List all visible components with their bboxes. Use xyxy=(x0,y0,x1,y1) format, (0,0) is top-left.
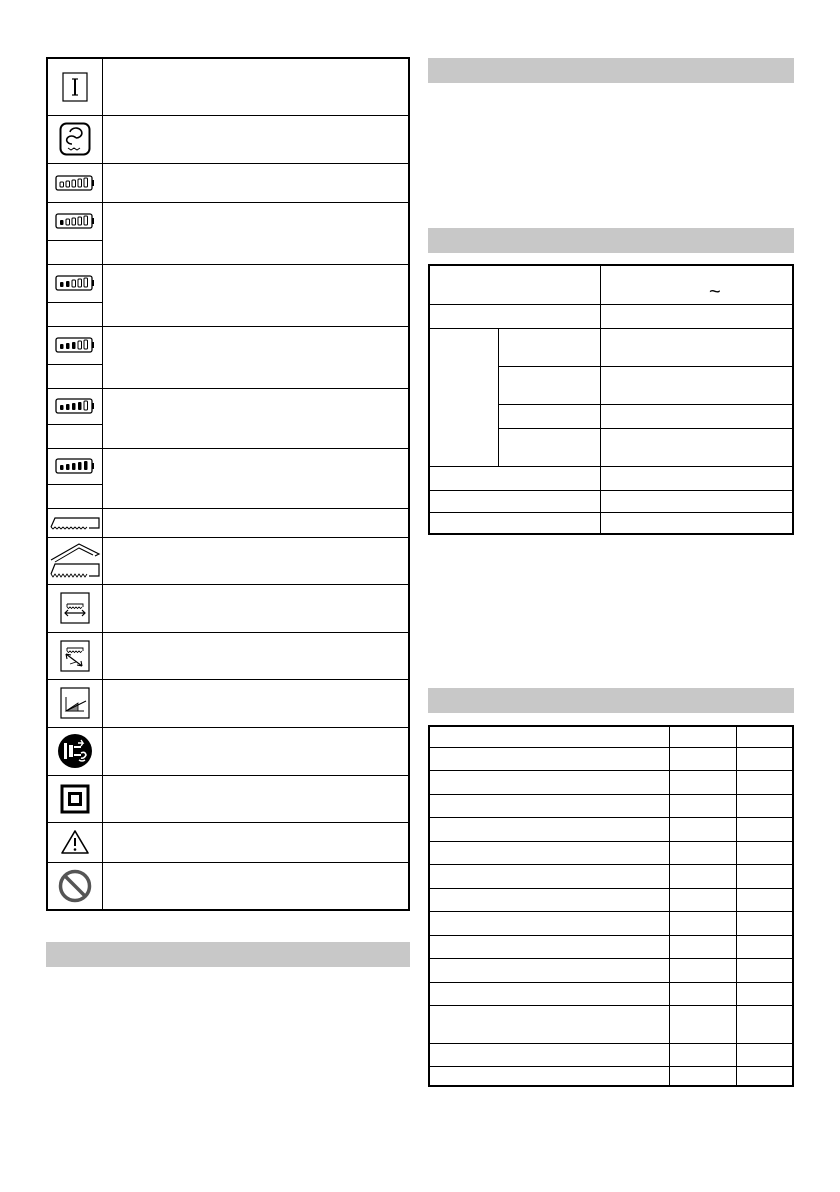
column-divider xyxy=(498,328,499,466)
row-divider xyxy=(430,817,792,818)
sub-row-divider xyxy=(48,364,102,365)
row-divider xyxy=(430,466,792,467)
row-divider xyxy=(48,264,408,265)
row-divider xyxy=(48,326,408,327)
row-divider xyxy=(430,304,792,305)
warning-icon xyxy=(48,822,102,862)
battery-3-bars-icon xyxy=(48,264,102,302)
row-divider xyxy=(48,115,408,116)
section-header-bar xyxy=(46,942,410,967)
row-divider xyxy=(430,328,792,329)
row-divider xyxy=(430,841,792,842)
parts-table xyxy=(428,725,794,1087)
row-divider xyxy=(430,935,792,936)
row-divider xyxy=(48,202,408,203)
row-divider xyxy=(48,448,408,449)
curve-cut-icon xyxy=(48,632,102,679)
battery-5-bars-icon xyxy=(48,163,102,202)
column-divider xyxy=(102,59,103,909)
row-divider xyxy=(430,512,792,513)
row-divider xyxy=(430,958,792,959)
row-divider xyxy=(48,775,408,776)
column-divider xyxy=(736,727,737,1085)
row-divider xyxy=(430,747,792,748)
row-divider xyxy=(48,584,408,585)
blade-pair-icon xyxy=(48,537,102,584)
row-divider xyxy=(498,404,792,405)
speed-dial-icon xyxy=(48,115,102,163)
section-header-bar xyxy=(428,228,794,253)
symbol-table xyxy=(46,57,410,911)
column-divider xyxy=(600,266,601,533)
section-header-bar xyxy=(428,58,794,83)
bevel-cut-icon xyxy=(48,679,102,727)
row-divider xyxy=(430,1066,792,1067)
row-divider xyxy=(430,490,792,491)
row-divider xyxy=(430,864,792,865)
row-divider xyxy=(48,508,408,509)
row-divider xyxy=(48,862,408,863)
straight-cut-icon xyxy=(48,584,102,632)
column-divider xyxy=(669,727,670,1085)
battery-2-bars-icon xyxy=(48,326,102,364)
row-divider xyxy=(430,770,792,771)
row-divider xyxy=(430,794,792,795)
row-divider xyxy=(498,366,792,367)
specifications-table xyxy=(428,264,794,535)
row-divider xyxy=(48,163,408,164)
prohibition-icon xyxy=(48,862,102,909)
sub-row-divider xyxy=(48,424,102,425)
row-divider xyxy=(430,982,792,983)
on-switch-icon xyxy=(48,59,102,115)
row-divider xyxy=(48,537,408,538)
row-divider xyxy=(430,911,792,912)
battery-4-bars-icon xyxy=(48,202,102,240)
saw-blade-icon xyxy=(48,508,102,537)
row-divider xyxy=(48,388,408,389)
row-divider xyxy=(48,632,408,633)
sub-row-divider xyxy=(48,484,102,485)
row-divider xyxy=(430,888,792,889)
row-divider xyxy=(48,727,408,728)
row-divider xyxy=(498,428,792,429)
section-header-bar xyxy=(428,688,794,713)
sub-row-divider xyxy=(48,240,102,241)
row-divider xyxy=(430,1043,792,1044)
disconnect-plug-icon xyxy=(48,727,102,775)
ac-voltage-symbol: ~ xyxy=(709,281,721,303)
battery-1-bar-icon xyxy=(48,388,102,424)
row-divider xyxy=(48,822,408,823)
sub-row-divider xyxy=(48,302,102,303)
double-insulation-icon xyxy=(48,775,102,822)
row-divider xyxy=(48,679,408,680)
row-divider xyxy=(430,1005,792,1006)
battery-empty-icon xyxy=(48,448,102,484)
